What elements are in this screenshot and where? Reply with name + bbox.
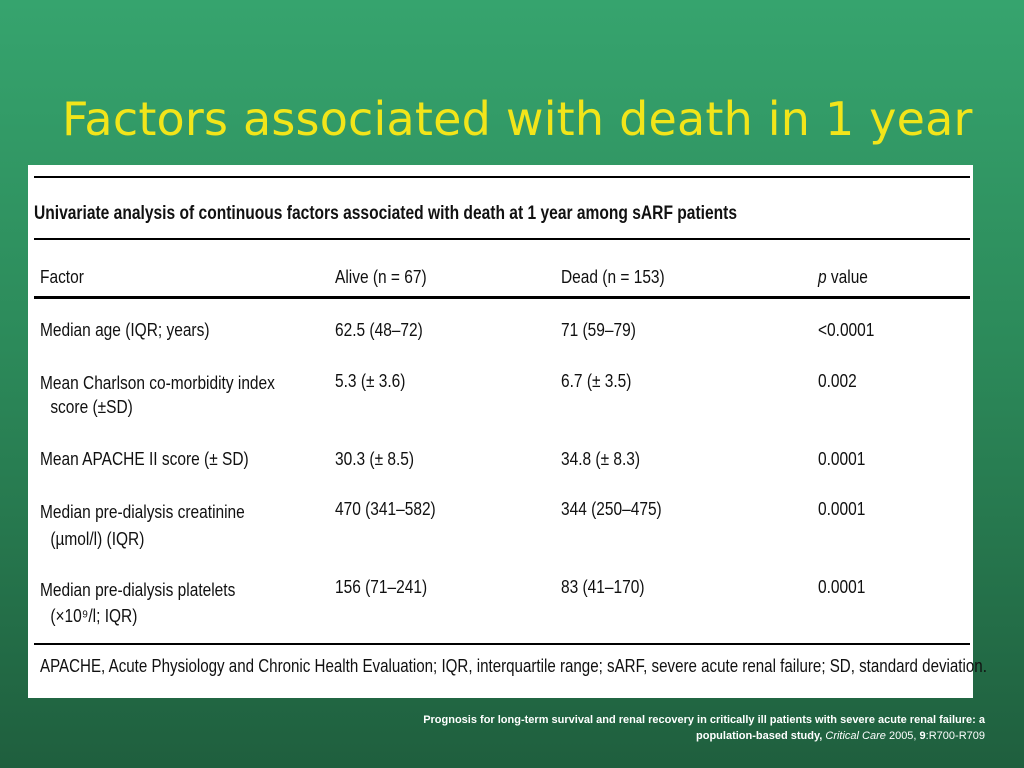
row-3-factor-main: Mean APACHE II score (± SD): [40, 449, 249, 469]
row-4-factor-main: Median pre-dialysis creatinine: [40, 502, 245, 522]
row-5-factor: [40, 577, 235, 629]
row-2-dead: 6.7 (± 3.5): [561, 371, 632, 391]
row-4-p: 0.0001: [818, 499, 866, 519]
caption-rule: [34, 238, 970, 240]
row-3-alive: 30.3 (± 8.5): [335, 449, 415, 469]
row-5-factor-sub: (×10⁹/l; IQR): [50, 606, 138, 626]
row-4-factor: [40, 499, 245, 553]
row-1-p: <0.0001: [818, 320, 875, 340]
row-3-p: 0.0001: [818, 449, 866, 469]
row-5-p: 0.0001: [818, 577, 866, 597]
citation-text: Prognosis for long-term survival and renal recovery in critically ill patients with severe acute renal failure: a population-based study,: [423, 714, 985, 742]
header-factor: Factor: [40, 267, 84, 287]
header-p-rest: value: [826, 267, 868, 287]
footer-rule: [34, 643, 970, 645]
row-5-factor-main: Median pre-dialysis platelets: [40, 580, 236, 600]
table-caption: Univariate analysis of continuous factors associated with death at 1 year among sARF patients: [34, 203, 738, 224]
header-rule: [34, 296, 970, 299]
citation-pages: :R700-R709: [925, 730, 985, 742]
table-top-rule: [34, 176, 970, 178]
slide-title: Factors associated with death in 1 year: [62, 92, 973, 146]
row-1-factor: [40, 320, 209, 341]
row-5-dead: 83 (41–170): [561, 577, 645, 597]
citation-journal: Critical Care: [825, 730, 886, 742]
citation-year: 2005,: [888, 730, 917, 742]
row-2-factor: [40, 371, 275, 419]
row-1-alive: 62.5 (48–72): [335, 320, 423, 340]
header-p-value: [818, 267, 868, 288]
header-dead: Dead (n = 153): [561, 267, 665, 287]
table-panel: [28, 165, 987, 698]
row-4-factor-sub: (µmol/l) (IQR): [50, 529, 145, 549]
citation-volume: 9: [919, 730, 926, 742]
citation: [385, 712, 985, 744]
row-1-dead: 71 (59–79): [561, 320, 636, 340]
header-alive: Alive (n = 67): [335, 267, 427, 287]
row-4-dead: 344 (250–475): [561, 499, 662, 519]
row-5-alive: 156 (71–241): [335, 577, 428, 597]
row-2-alive: 5.3 (± 3.6): [335, 371, 406, 391]
row-2-p: 0.002: [818, 371, 857, 391]
row-1-factor-main: Median age (IQR; years): [40, 320, 210, 340]
row-4-alive: 470 (341–582): [335, 499, 436, 519]
header-p-italic: p: [818, 267, 827, 287]
row-2-factor-sub: score (±SD): [50, 397, 133, 417]
row-3-factor: [40, 449, 249, 470]
row-2-factor-main: Mean Charlson co-morbidity index: [40, 373, 275, 393]
table-footnote: APACHE, Acute Physiology and Chronic Health Evaluation; IQR, interquartile range; sARF, severe acute renal failure; SD, standard deviation.: [40, 656, 987, 676]
row-3-dead: 34.8 (± 8.3): [561, 449, 641, 469]
